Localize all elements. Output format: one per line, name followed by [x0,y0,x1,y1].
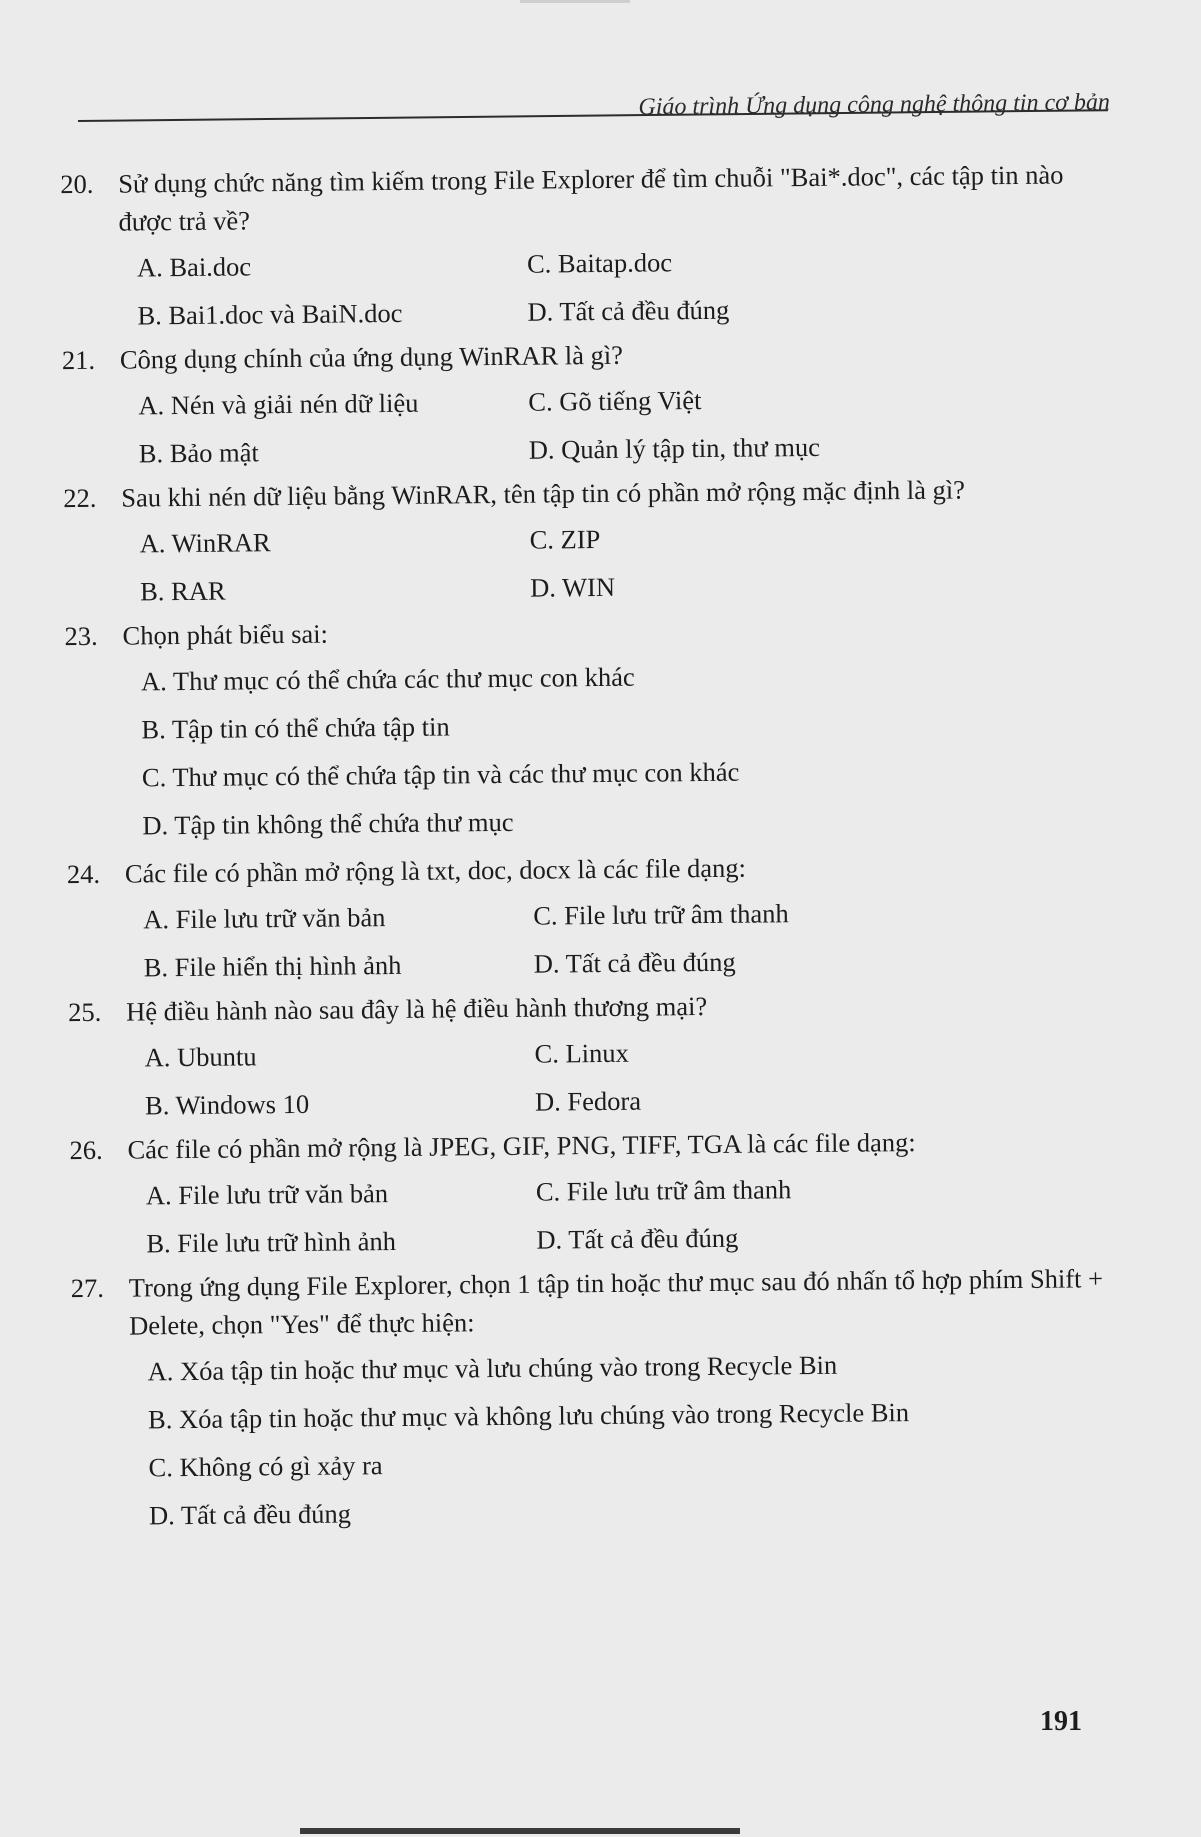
option-b: B. Xóa tập tin hoặc thư mục và không lưu chúng vào trong Recycle Bin [147,1397,910,1435]
option-d: D. Tất cả đều đúng [533,946,736,979]
question-number: 27. [70,1272,105,1304]
option-b: B. Tập tin có thể chứa tập tin [141,711,450,745]
options [138,377,1123,472]
option-c: C. Không có gì xảy ra [148,1450,383,1483]
option-c: C. ZIP [529,524,601,555]
question-26 [69,1121,1130,1263]
question-number: 21. [61,344,96,376]
option-a: A. WinRAR [139,527,271,559]
question-text: Trong ứng dụng File Explorer, chọn 1 tập tin hoặc thư mục sau đó nhấn tổ hợp phím Shift + Delete, chọn "Yes" để thực hiện: [128,1263,1104,1341]
question-27 [71,1259,1134,1535]
option-b: B. File hiển thị hình ảnh [143,949,402,983]
option-d: D. Tất cả đều đúng [148,1498,352,1531]
question-21 [62,331,1123,473]
top-edge-mark [520,0,630,3]
question-20 [60,155,1122,335]
option-a: A. File lưu trữ văn bản [145,1178,389,1211]
question-number: 26. [69,1134,103,1166]
options [137,239,1122,334]
option-b: B. File lưu trữ hình ảnh [146,1226,397,1259]
option-d: D. WIN [529,571,616,603]
bottom-edge-bar [300,1828,740,1834]
option-d: D. Tất cả đều đúng [536,1222,739,1255]
question-number: 24. [66,858,101,890]
option-b: B. Bảo mật [138,437,259,469]
option-a: A. Bai.doc [136,251,252,283]
options [146,1167,1131,1262]
question-text: Các file có phần mở rộng là txt, doc, docx là các file dạng: [124,852,747,889]
question-text: Công dụng chính của ứng dụng WinRAR là gì? [119,339,624,375]
options [140,515,1125,610]
question-number: 20. [60,168,94,200]
option-d: D. Quản lý tập tin, thư mục [528,431,821,465]
option-c: C. Gõ tiếng Việt [528,385,702,417]
question-text: Hệ điều hành nào sau đây là hệ điều hành thương mại? [126,991,708,1027]
option-c: C. Thư mục có thể chứa tập tin và các thư mục con khác [141,756,740,793]
option-a: A. Xóa tập tin hoặc thư mục và lưu chúng vào trong Recycle Bin [147,1349,838,1387]
option-c: C. Linux [534,1037,629,1069]
option-c: C. Baitap.doc [526,247,673,279]
option-d: D. Tất cả đều đúng [527,294,730,327]
option-c: C. File lưu trữ âm thanh [535,1174,792,1207]
option-d: D. Fedora [534,1085,642,1117]
options [147,1343,1133,1534]
question-text: Chọn phát biểu sai: [122,618,329,651]
question-text: Sau khi nén dữ liệu bằng WinRAR, tên tập tin có phần mở rộng mặc định là gì? [121,474,966,513]
options [143,891,1128,986]
option-c: C. File lưu trữ âm thanh [533,898,789,931]
question-number: 22. [63,482,97,514]
question-number: 23. [64,620,98,652]
question-23 [64,607,1126,845]
question-number: 25. [68,996,102,1028]
option-b: B. Windows 10 [144,1088,310,1121]
question-24 [67,845,1128,987]
option-b: B. RAR [140,575,226,607]
question-text: Sử dụng chức năng tìm kiếm trong File Explorer để tìm chuỗi "Bai*.doc", các tập tin nào được trả về? [118,159,1064,237]
question-25 [68,983,1129,1125]
running-header: Giáo trình Ứng dụng công nghệ thông tin cơ bản [638,89,1111,121]
question-22 [63,469,1124,611]
option-b: B. Bai1.doc và BaiN.doc [137,297,403,331]
option-a: A. Nén và giải nén dữ liệu [138,387,419,421]
question-text: Các file có phần mở rộng là JPEG, GIF, PNG, TIFF, TGA là các file dạng: [127,1127,916,1165]
option-a: A. Ubuntu [144,1041,257,1073]
page-number: 191 [1040,1706,1082,1737]
option-a: A. File lưu trữ văn bản [143,902,386,935]
option-a: A. Thư mục có thể chứa các thư mục con khác [140,661,635,697]
options [144,1029,1129,1124]
option-d: D. Tập tin không thể chứa thư mục [142,806,514,841]
question-list [60,155,1133,1545]
options [141,653,1127,844]
